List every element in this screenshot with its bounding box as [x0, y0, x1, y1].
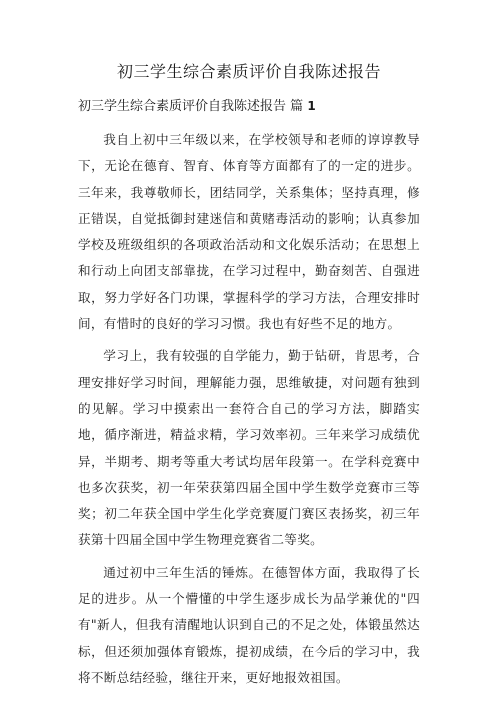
- paragraph-2: 学习上，我有较强的自学能力，勤于钻研，肯思考，合理安排好学习时间，理解能力强，思维敏捷，对问题有独到的见解。学习中摸索出一套符合自己的学习方法，脚踏实地，循序渐进，精益求精，学习效率初。三年来学习成绩优异，半期考、期考等重大考试均居年段第一。在学科竞赛中也多次获奖，初一年荣获第四届全国中学生数学竞赛市三等奖；初二年获全国中学生化学竞赛厦门赛区表扬奖，初三年获第十四届全国中学生物理竞赛省二等奖。: [78, 348, 420, 548]
- paragraph-3: 通过初中三年生活的锤炼。在德智体方面，我取得了长足的进步。从一个懵懂的中学生逐步成长为品学兼优的"四有"新人，但我有清醒地认识到自己的不足之处，体锻虽然达标，但还须加强体育锻炼，提初成绩，在今后的学习中，我将不断总结经验，继往开来，更好地报效祖国。: [78, 564, 420, 685]
- document-title: 初三学生综合素质评价自我陈述报告: [116, 62, 381, 81]
- subtitle-number: 1: [307, 99, 316, 113]
- subtitle-label: 篇: [290, 99, 304, 114]
- document-subtitle: [78, 96, 420, 117]
- subtitle-text: 初三学生综合素质评价自我陈述报告: [78, 99, 287, 114]
- paragraph-1: 我自上初中三年级以来，在学校领导和老师的谆谆教导下，无论在德育、智育、体育等方面都有了的一定的进步。三年来，我尊敬师长，团结同学，关系集体；坚持真理，修正错误，自觉抵御封建迷信和黄赌毒活动的影响；认真参加学校及班级组织的各项政治活动和文化娱乐活动；在思想上和行动上向团支部靠拢，在学习过程中，勤奋刻苦、自强进取，努力学好各门功课，掌握科学的学习方法，合理安排时间，有惜时的良好的学习习惯。我也有好些不足的地方。: [78, 132, 420, 332]
